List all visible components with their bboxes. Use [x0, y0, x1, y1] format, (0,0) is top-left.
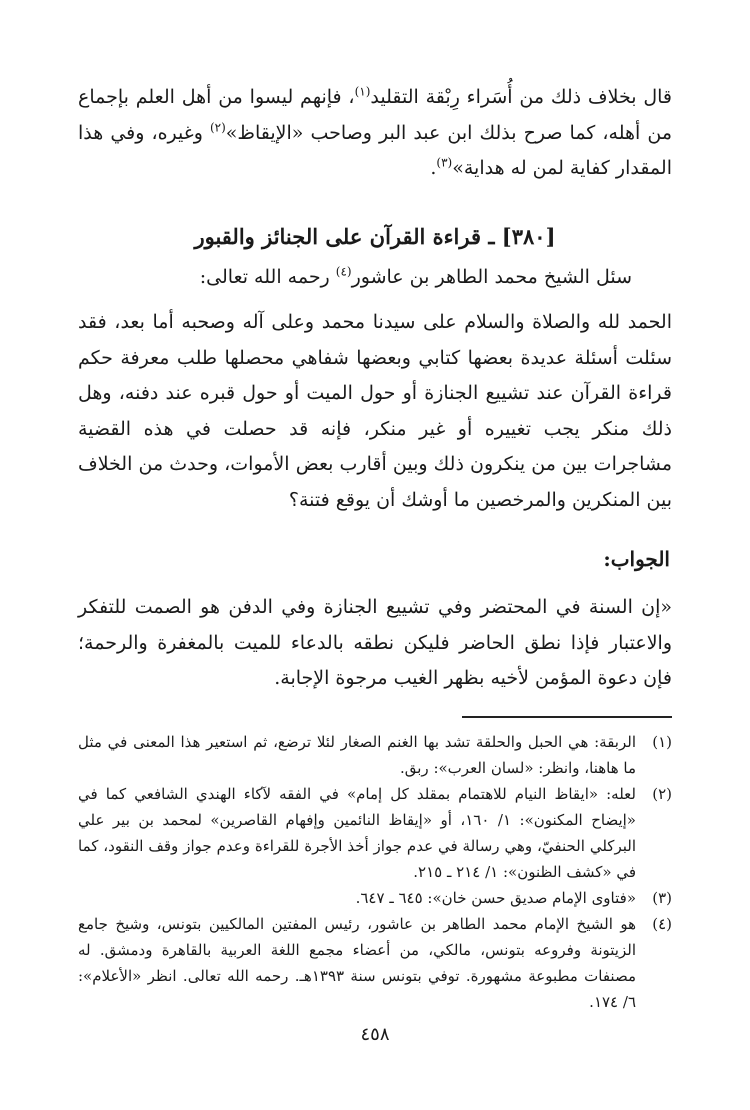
- intro-text-1: قال بخلاف ذلك من أُسَراء رِبْقة التقليد: [370, 86, 672, 108]
- footnote-number: (٤): [652, 915, 672, 933]
- footnote-ref-4[interactable]: (٤): [335, 264, 352, 279]
- footnote-ref-1[interactable]: (١): [354, 84, 371, 99]
- answer-heading: الجواب:: [603, 547, 670, 571]
- footnote-text: «فتاوى الإمام صديق حسن خان»: ٦٤٥ ـ ٦٤٧.: [355, 889, 636, 907]
- footnotes: [78, 729, 672, 1015]
- footnote-3: [78, 885, 672, 911]
- answer-text: «إن السنة في المحتضر وفي تشييع الجنازة وفي الدفن هو الصمت للتفكر والاعتبار فإذا نطق الحاضر فليكن نطقه بالدعاء للميت بالمغفرة والرحمة؛ فإن دعوة المؤمن لأخيه بظهر الغيب مرجوة الإجابة.: [78, 596, 672, 689]
- asked-text: سئل الشيخ محمد الطاهر بن عاشور: [351, 266, 632, 288]
- footnote-text: هو الشيخ الإمام محمد الطاهر بن عاشور، رئيس المفتين المالكيين بتونس، وشيخ جامع الزيتونة وفروعه بتونس، مالكي، من أعضاء مجمع اللغة العربية بالقاهرة ودمشق. له مصنفات مطبوعة مشهورة. توفي بتونس سنة ١٣٩٣هـ. رحمه الله تعالى. انظر «الأعلام»: ٦/ ١٧٤.: [78, 915, 637, 1011]
- question-text: الحمد لله والصلاة والسلام على سيدنا محمد وعلى آله وصحبه أما بعد، فقد سئلت أسئلة عديدة بعضها كتابي وبعضها شفاهي محصلها طلب معرفة حكم قراءة القرآن عند تشييع الجنازة أو حول الميت أو حول قبره عند دفنه، وهل ذلك منكر يجب تغييره أو غير منكر، فإنه قد حصلت في هذه القضية مشاجرات بين من ينكرون ذلك وبين أقارب بعض الأموات، وحدث من الخلاف بين المنكرين والمرخصين ما أوشك أن يوقع فتنة؟: [78, 311, 672, 511]
- footnote-ref-3[interactable]: (٣): [436, 155, 453, 170]
- footnote-ref-2[interactable]: (٢): [209, 120, 226, 135]
- intro-text-2: ، فإنهم ليسوا من أهل العلم بإجماع من أهله، كما صرح بذلك ابن عبد البر وصاحب «الإيقاظ»: [78, 86, 672, 144]
- intro-paragraph: [78, 80, 672, 187]
- footnote-number: (٢): [652, 785, 672, 803]
- intro-text-3: وغيره، وفي هذا المقدار كفاية لمن له هداية»: [78, 121, 672, 179]
- intro-text-4: .: [430, 157, 437, 179]
- footnote-divider: [462, 716, 672, 718]
- footnote-1: [78, 729, 672, 781]
- footnote-2: [78, 781, 672, 885]
- footnote-text: الربقة: هي الحبل والحلقة تشد بها الغنم الصغار لئلا ترضع، ثم استعير هذا المعنى في مثل ما هاهنا، وانظر: «لسان العرب»: ربق.: [78, 733, 636, 777]
- answer-paragraph: [78, 590, 672, 697]
- page-number: ٤٥٨: [360, 1024, 390, 1045]
- footnote-4: [78, 911, 672, 1015]
- footnote-number: (٣): [652, 889, 672, 907]
- footnote-text: لعله: «ايقاظ النيام للاهتمام بمقلد كل إمام» في الفقه لآكاء الهندي الشافعي كما في «إيضاح المكنون»: ١/ ١٦٠، أو «إيقاظ النائمين وإفهام القاصرين» لمحمد بن بير علي البركلي الحنفيّ، وهي رسالة في عدم جواز أخذ الأجرة للقراءة وعدم جواز وقف النقود، كما في «كشف الظنون»: ١/ ٢١٤ ـ ٢١٥.: [78, 785, 636, 881]
- question-paragraph: [78, 305, 672, 518]
- asked-line: [78, 260, 632, 294]
- footnote-number: (١): [652, 733, 672, 751]
- section-title: [٣٨٠] ـ قراءة القرآن على الجنائز والقبور: [194, 224, 556, 249]
- asked-tail: رحمه الله تعالى:: [199, 266, 336, 288]
